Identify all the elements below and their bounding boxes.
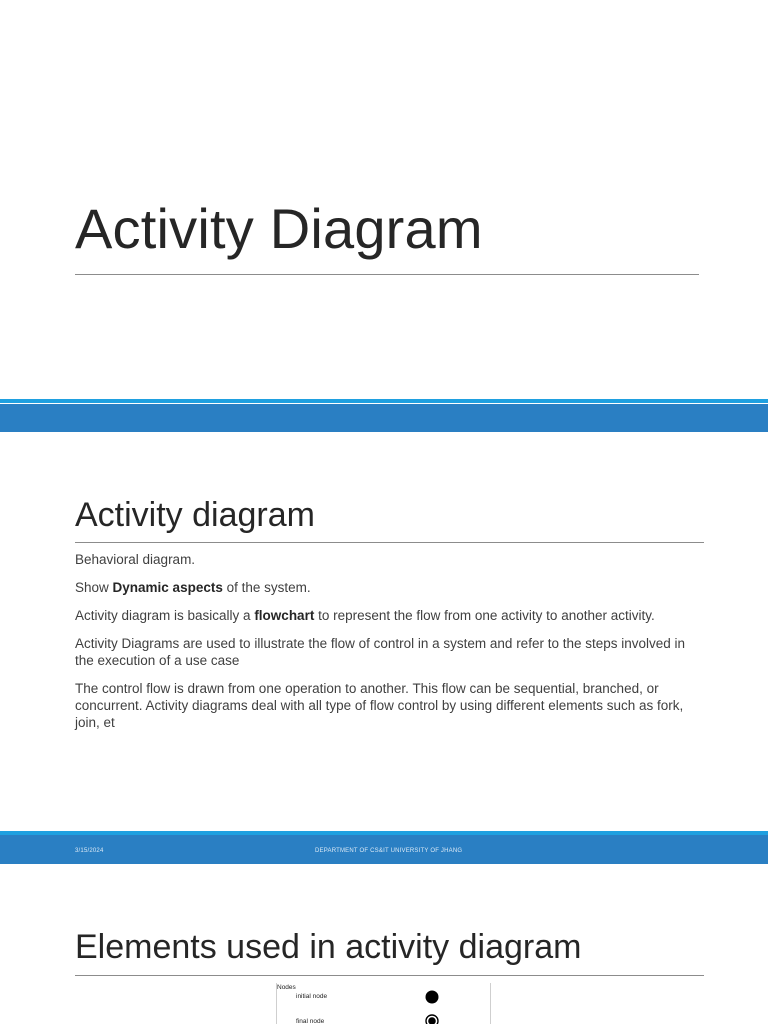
footer-department: DEPARTMENT OF CS&IT UNIVERSITY OF JHANG [315,848,463,854]
bullet-text: Activity Diagrams are used to illustrate the flow of control in a system and refer to the steps involved in the execution of a use case [75,636,686,668]
figure-border-right [490,983,491,1024]
section-heading-elements: Elements used in activity diagram [75,928,582,966]
footer-date: 3/15/2024 [75,848,104,854]
final-node-icon [424,1014,440,1024]
bullet-text: Activity diagram is basically a [75,608,255,623]
elements-figure [276,983,491,1024]
bullet-list [75,551,703,742]
heading-underline [75,975,704,976]
bullet-text: Behavioral diagram. [75,552,196,567]
bullet-item [75,680,703,731]
bullet-item [75,579,703,596]
bullet-text: Show [75,580,113,595]
slide-title: Activity Diagram [75,197,483,260]
bullet-item [75,551,703,568]
slide-separator-band [0,404,768,432]
heading-underline [75,542,704,543]
bullet-item [75,635,703,669]
bullet-item [75,607,703,624]
nodes-label: Nodes [277,984,296,991]
bullet-text: to represent the flow from one activity to another activity. [314,608,655,623]
initial-node-icon [424,990,440,1006]
bullet-text: of the system. [222,580,311,595]
final-node-label: final node [296,1018,325,1024]
bullet-emphasis: flowchart [254,608,315,623]
slide-separator-accent [0,399,768,403]
bullet-text: The control flow is drawn from one operation to another. This flow can be sequential, branched, or concurrent. Activity diagrams deal with all type of flow control by using different elements such as fork, join, et [75,681,684,730]
slide-footer [0,835,768,864]
bullet-emphasis: Dynamic aspects [112,580,223,595]
initial-node-label: initial node [296,993,328,1000]
title-underline [75,274,699,275]
section-heading: Activity diagram [75,496,315,534]
